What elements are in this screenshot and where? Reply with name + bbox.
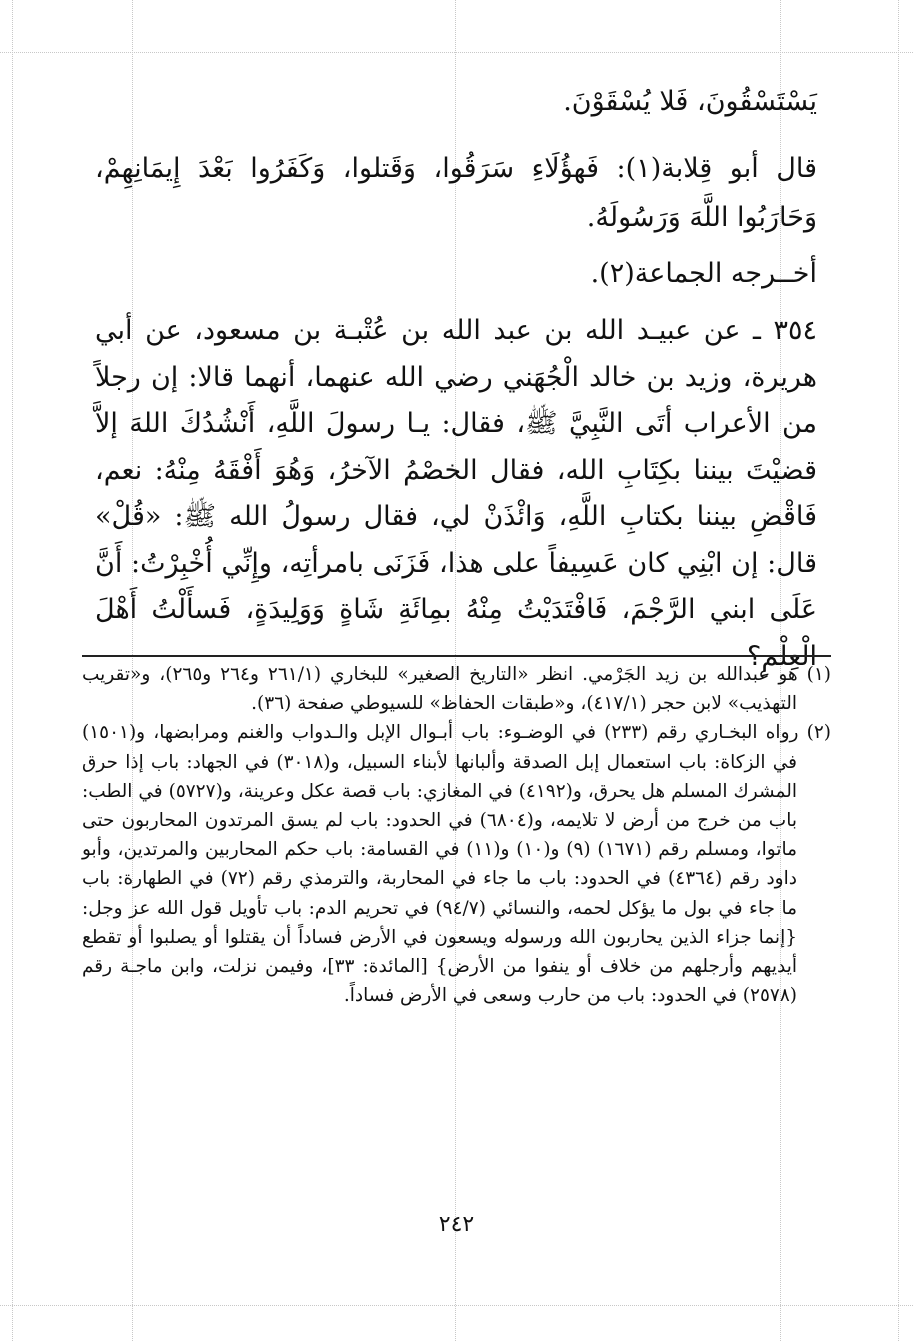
hadith-354-paragraph: ٣٥٤ ـ عن عبيـد الله بن عبد الله بن عُتْبـة بن مسعود، عن أبي هريرة، وزيد بن خالد الْجُهَني رضي الله عنهما، أنهما قالا: إن رجلاً من الأعراب أتَى النَّبِيَّ ﷺ، فقال: يـا رسولَ اللَّهِ، أَنْشُدُكَ اللهَ إلاَّ قضيْتَ بيننا بكِتَابِ الله، فقال الخصْمُ الآخرُ، وَهُوَ أَفْقَهُ مِنْهُ: نعم، فَاقْضِ بيننا بكتابِ اللَّهِ، وَائْذَنْ لي، فقال رسولُ الله ﷺ: «قُلْ» قال: إن ابْنِي كان عَسِيفاً على هذا، فَزَنَى بامرأتِه، وإِنِّي أُخْبِرْتُ: أَنَّ عَلَى ابني الرَّجْمَ، فَافْتَدَيْتُ مِنْهُ بمِائَةِ شَاةٍ وَوَلِيدَةٍ، فَسأَلْتُ أَهْلَ الْعِلْمِ؟ — [95, 315, 817, 672]
footnotes-section — [82, 660, 831, 1010]
footnote-1: (١) هو عبدالله بن زيد الجَرْمي. انظر «التاريخ الصغير» للبخاري (٢٦١/١ و٢٦٤ و٢٦٥)، و«تقريب التهذيب» لابن حجر (٤١٧/١)، و«طبقات الحفاظ» للسيوطي صفحة (٣٦). — [82, 664, 831, 715]
scan-guide-line — [0, 1305, 913, 1306]
footnote-2: (٢) رواه البخـاري رقم (٢٣٣) في الوضـوء: باب أبـوال الإبل والـدواب والغنم ومرابضها، و(١٥٠١) في الزكاة: باب استعمال إبل الصدقة وألبانها لأبناء السبيل، و(٣٠١٨) في الجهاد: باب إذا حرق المشرك المسلم هل يحرق، و(٤١٩٢) في المغازي: باب قصة عكل وعرينة، و(٥٧٢٧) في الطب: باب من خرج من أرض لا تلايمه، و(٦٨٠٤) في الحدود: باب لم يسق المرتدون المحاربون حتى ماتوا، ومسلم رقم (١٦٧١) (٩) و(١٠) و(١١) في القسامة: باب حكم المحاربين والمرتدين، وأبو داود رقم (٤٣٦٤) في الحدود: باب ما جاء في المحاربة، والترمذي رقم (٧٢) في الطهارة: باب ما جاء في بول ما يؤكل لحمه، والنسائي (٩٤/٧) في تحريم الدم: باب تأويل قول الله عز وجل: {إنما جزاء الذين يحاربون الله ورسوله ويسعون في الأرض فساداً أن يقتلوا أو يصلبوا أو تقطع أيديهم وأرجلهم من خلاف أو ينفوا من الأرض} [المائدة: ٣٣]، وفيمن نزلت، وابن ماجـة رقم (٢٥٧٨) في الحدود: باب من حارب وسعى في الأرض فساداً. — [82, 722, 831, 1007]
abu-qilaba-paragraph: قال أبو قِلابة(١): فَهؤُلَاءِ سَرَقُوا، وَقَتلوا، وَكَفَرُوا بَعْدَ إِيمَانِهِمْ، وَحَارَبُوا اللَّهَ وَرَسُولَهُ. — [95, 153, 817, 233]
footnote-divider — [82, 655, 831, 657]
scan-guide-line — [898, 0, 899, 1341]
opening-line: يَسْتَسْقُونَ، فَلا يُسْقَوْنَ. — [563, 86, 817, 117]
takhrij-line: أخــرجه الجماعة(٢). — [590, 258, 817, 289]
page-number: ٢٤٢ — [438, 1212, 475, 1237]
scan-guide-line — [0, 52, 913, 53]
scan-guide-line — [12, 0, 13, 1341]
